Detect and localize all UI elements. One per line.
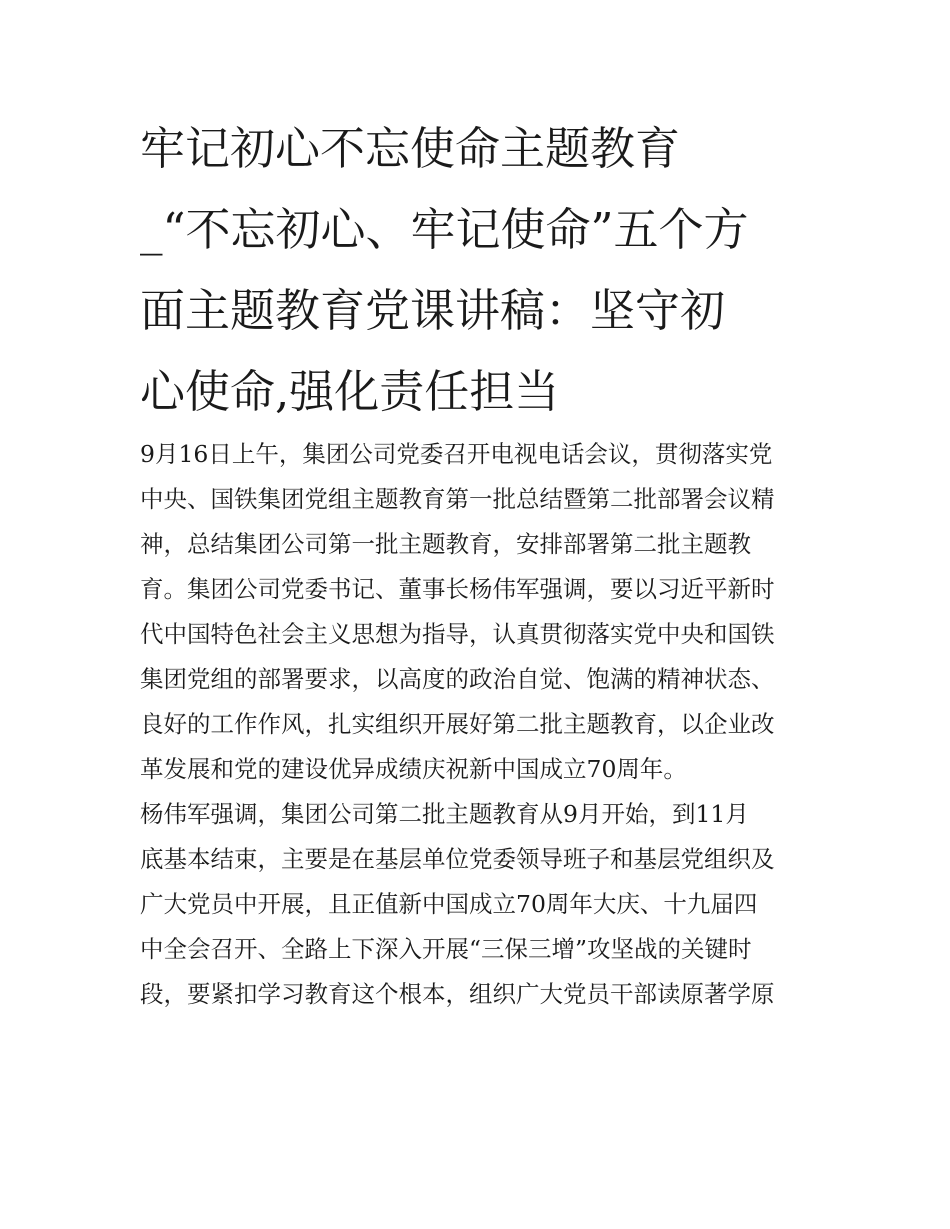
document-title [140,108,830,432]
body-line: 代中国特色社会主义思想为指导，认真贯彻落实党中央和国铁 [140,620,775,648]
body-line: 段，要紧扣学习教育这个根本，组织广大党员干部读原著学原 [140,980,775,1008]
body-line: 杨伟军强调，集团公司第二批主题教育从9月开始，到11月 [140,800,749,828]
body-line: 神，总结集团公司第一批主题教育，安排部署第二批主题教 [140,530,751,558]
body-line: 集团党组的部署要求，以高度的政治自觉、饱满的精神状态、 [140,665,775,693]
document-body [140,432,830,1017]
title-line: 面主题教育党课讲稿：坚守初 [140,284,726,337]
body-line: 中全会召开、全路上下深入开展“三保三增”攻坚战的关键时 [140,935,752,963]
body-line: 育。集团公司党委书记、董事长杨伟军强调，要以习近平新时 [140,575,775,603]
body-line: 9月16日上午，集团公司党委召开电视电话会议，贯彻落实党 [140,440,773,468]
title-line: 心使命,强化责任担当 [140,365,560,418]
body-line: 广大党员中开展，且正值新中国成立70周年大庆、十九届四 [140,890,758,918]
title-line: _“不忘初心、牢记使命”五个方 [140,203,749,256]
title-line: 牢记初心不忘使命主题教育 [140,122,681,175]
body-line: 革发展和党的建设优异成绩庆祝新中国成立70周年。 [140,755,687,783]
body-line: 良好的工作作风，扎实组织开展好第二批主题教育，以企业改 [140,710,775,738]
body-line: 底基本结束，主要是在基层单位党委领导班子和基层党组织及 [140,845,775,873]
body-line: 中央、国铁集团党组主题教育第一批总结暨第二批部署会议精 [140,485,775,513]
